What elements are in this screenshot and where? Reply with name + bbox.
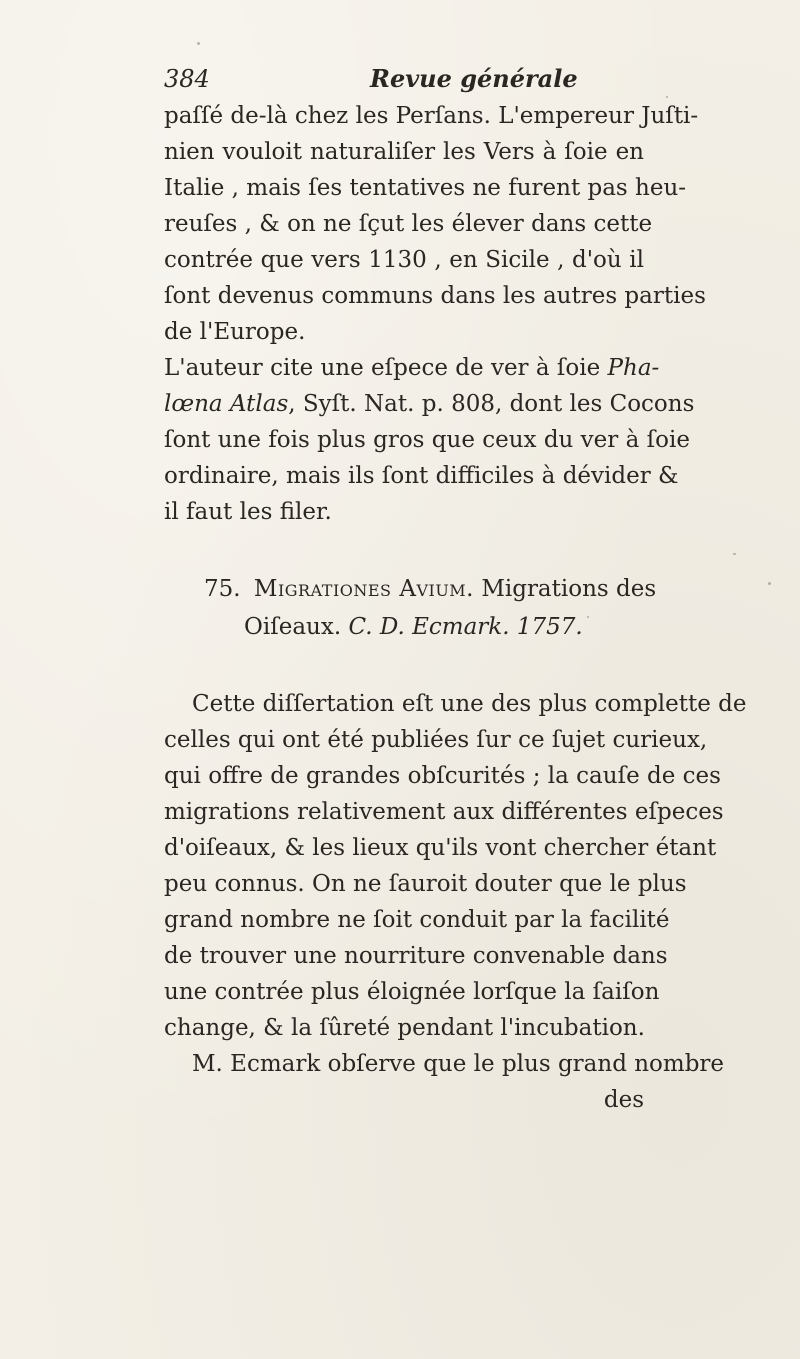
paper-speck bbox=[733, 553, 736, 555]
entry-number: 75. bbox=[204, 576, 241, 602]
page-number: 384 bbox=[164, 65, 210, 93]
paragraph-ecmark bbox=[164, 1046, 725, 1118]
text-line: nien vouloit naturaliſer les Vers à ſoie en bbox=[164, 139, 644, 165]
entry-french-title: Migrations des bbox=[481, 576, 657, 602]
paper-speck bbox=[666, 96, 668, 98]
entry-year: 1757. bbox=[516, 614, 583, 640]
text-line: ſont une fois plus gros que ceux du ver à ſoie bbox=[164, 427, 690, 453]
text-line: peu connus. On ne ſauroit douter que le plus bbox=[164, 871, 687, 897]
paragraph-dissertation bbox=[164, 686, 747, 1046]
entry-line bbox=[164, 608, 644, 646]
bibliographic-entry bbox=[164, 570, 657, 646]
text-line bbox=[164, 386, 695, 422]
species-name: lœna Atlas bbox=[164, 391, 289, 417]
paper-speck bbox=[768, 582, 771, 585]
text-line: de l'Europe. bbox=[164, 319, 306, 345]
text-line: Cette diſſertation eſt une des plus complette de bbox=[192, 691, 747, 717]
species-name: Pha- bbox=[607, 355, 660, 381]
paragraph-silk-history bbox=[164, 98, 706, 350]
text-line: Italie , mais ſes tentatives ne furent pas heu- bbox=[164, 175, 687, 201]
text-line: grand nombre ne ſoit conduit par la facilité bbox=[164, 907, 670, 933]
entry-author: C. D. Ecmark. bbox=[348, 614, 510, 640]
text-line: il faut les filer. bbox=[164, 499, 332, 525]
text-span: L'auteur cite une eſpece de ver à ſoie bbox=[164, 355, 608, 381]
text-line: change, & la ſûreté pendant l'incubation. bbox=[164, 1015, 645, 1041]
page-text bbox=[164, 60, 747, 1118]
entry-line bbox=[164, 570, 657, 608]
text-line: ordinaire, mais ils ſont difficiles à dévider & bbox=[164, 463, 679, 489]
text-line: de trouver une nourriture convenable dans bbox=[164, 943, 668, 969]
text-line: reuſes , & on ne ſçut les élever dans cette bbox=[164, 211, 653, 237]
paper-speck bbox=[197, 42, 200, 45]
entry-french-title-cont: Oiſeaux. bbox=[244, 614, 342, 640]
text-line: migrations relativement aux différentes eſpeces bbox=[164, 799, 724, 825]
text-line: d'oiſeaux, & les lieux qu'ils vont chercher étant bbox=[164, 835, 717, 861]
catchword: des bbox=[603, 1087, 644, 1113]
text-line bbox=[164, 350, 660, 386]
paragraph-atlas-moth bbox=[164, 350, 695, 530]
text-line: paſſé de-là chez les Perſans. L'empereur Juſti- bbox=[164, 103, 699, 129]
text-line: ſont devenus communs dans les autres parties bbox=[164, 283, 706, 309]
entry-latin-title: Migrationes Avium. bbox=[253, 576, 474, 602]
text-span: , Syſt. Nat. p. 808, dont les Cocons bbox=[288, 391, 695, 417]
running-head bbox=[164, 60, 644, 98]
text-line: celles qui ont été publiées ſur ce ſujet curieux, bbox=[164, 727, 708, 753]
text-line: contrée que vers 1130 , en Sicile , d'où il bbox=[164, 247, 644, 273]
text-line: M. Ecmark obſerve que le plus grand nombre bbox=[192, 1051, 725, 1077]
text-line: une contrée plus éloignée lorſque la ſaiſon bbox=[164, 979, 660, 1005]
running-title: Revue générale bbox=[370, 64, 578, 93]
text-line: qui offre de grandes obſcurités ; la cauſe de ces bbox=[164, 763, 721, 789]
